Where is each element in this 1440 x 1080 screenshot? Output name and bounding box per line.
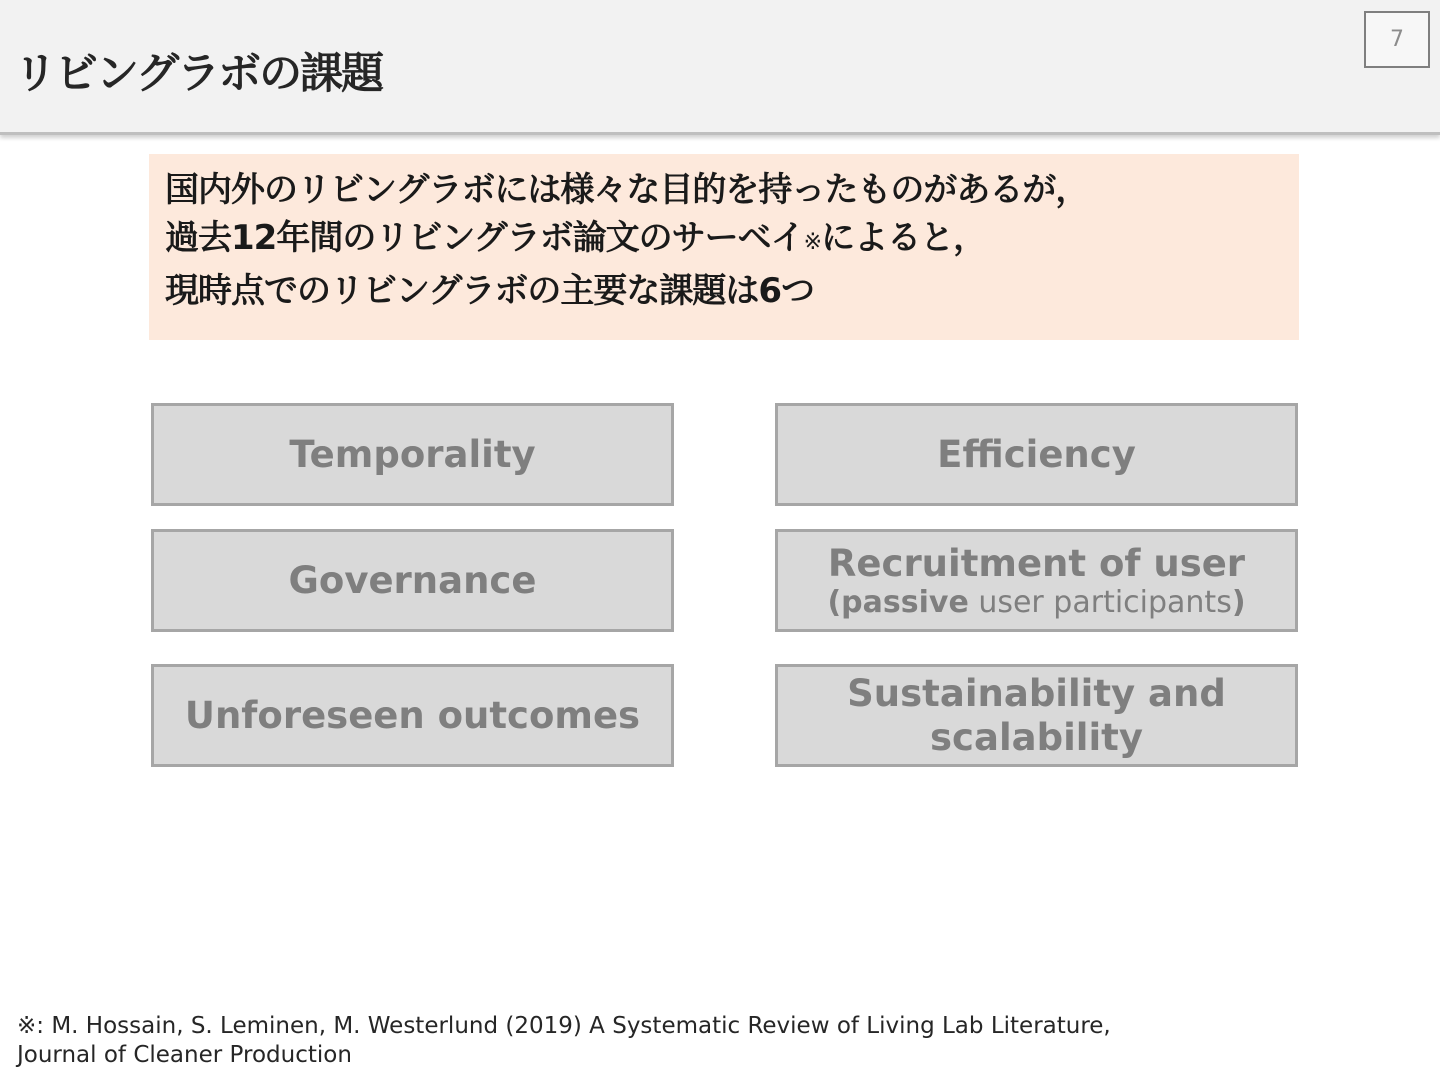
- challenge-label: Governance: [288, 558, 537, 602]
- challenge-governance: [151, 529, 674, 632]
- summary-line-2-tail: によると，: [821, 218, 987, 258]
- footnote: [17, 1012, 1111, 1070]
- challenge-label: Efficiency: [937, 432, 1136, 476]
- challenge-recruitment: [775, 529, 1298, 632]
- footnote-line-1: ※: M. Hossain, S. Leminen, M. Westerlund (2019) A Systematic Review of Living Lab Literature,: [17, 1013, 1111, 1039]
- challenge-sustainability: [775, 664, 1298, 767]
- challenge-efficiency: [775, 403, 1298, 506]
- passive-text: passive: [841, 584, 969, 620]
- page-number: 7: [1364, 11, 1430, 68]
- open-paren: (: [827, 584, 842, 620]
- header-bar: [0, 0, 1440, 135]
- close-paren: ): [1231, 584, 1246, 620]
- challenge-sublabel: [827, 586, 1245, 620]
- challenge-label: Temporality: [289, 432, 536, 476]
- slide-title: リビングラボの課題: [14, 49, 383, 99]
- challenge-label-line-2: scalability: [930, 715, 1143, 759]
- summary-line-3: 現時点でのリビングラボの主要な課題は6つ: [165, 271, 814, 311]
- summary-box: [149, 154, 1299, 340]
- footnote-line-2: Journal of Cleaner Production: [17, 1042, 352, 1068]
- summary-line-2-text: 過去12年間のリビングラボ論文のサーベイ: [165, 218, 804, 258]
- challenge-temporality: [151, 403, 674, 506]
- summary-line-1: 国内外のリビングラボには様々な目的を持ったものがあるが，: [165, 170, 1089, 210]
- challenge-label-line-1: Sustainability and: [847, 671, 1226, 715]
- participants-text: user participants: [968, 584, 1232, 620]
- reference-mark: ※: [803, 230, 822, 255]
- summary-line-2: [165, 214, 1299, 267]
- challenge-unforeseen-outcomes: [151, 664, 674, 767]
- challenge-label: Recruitment of user: [827, 541, 1246, 585]
- challenge-label: Unforeseen outcomes: [184, 693, 641, 737]
